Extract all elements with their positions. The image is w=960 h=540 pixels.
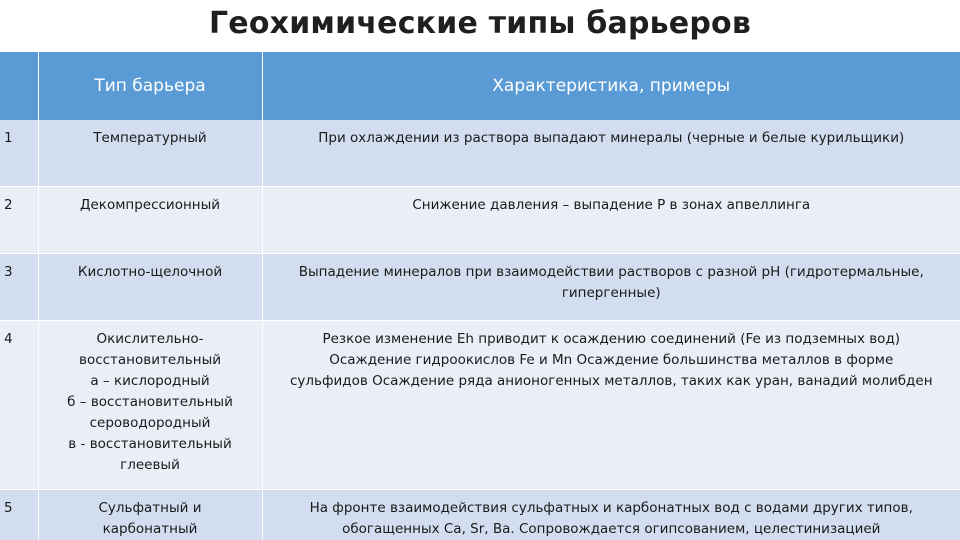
barrier-subtype-line: а – кислородный [90,373,210,389]
characteristic-line: обогащенных Ca, Sr, Ba. Сопровождается огипсованием, целестинизацией [342,521,881,537]
header-characteristics: Характеристика, примеры [262,52,960,120]
slide-title: Геохимические типы барьеров [208,6,752,41]
barrier-subtype-line: в - восстановительный [68,436,232,452]
characteristic-line: При охлаждении из раствора выпадают минералы (черные и белые курильщики) [318,130,905,146]
table-row [0,490,960,540]
barrier-type-cell [38,490,262,540]
row-number: 2 [0,187,38,254]
barrier-type-line: Декомпрессионный [79,197,221,213]
characteristic-line: На фронте взаимодействия сульфатных и карбонатных вод с водами других типов, [309,500,913,516]
barrier-type-cell [38,187,262,254]
barrier-type-line: Окислительно- [96,331,204,347]
barrier-subtype-line: б – восстановительный [67,394,233,410]
barrier-subtype-line: сероводородный [89,415,211,431]
characteristic-cell [262,254,960,321]
characteristic-line: Снижение давления – выпадение Р в зонах апвеллинга [412,197,811,213]
characteristic-line: сульфидов Осаждение ряда анионогенных металлов, таких как уран, ванадий молибден [289,373,933,389]
barrier-table-container [0,52,960,540]
barrier-type-line: Кислотно-щелочной [77,264,223,280]
row-number: 5 [0,490,38,540]
barrier-types-table [0,52,960,540]
barrier-type-cell [38,254,262,321]
header-number [0,52,38,120]
barrier-type-cell [38,120,262,187]
barrier-type-line: Температурный [93,130,207,146]
row-number: 1 [0,120,38,187]
barrier-type-cell [38,321,262,490]
row-number: 3 [0,254,38,321]
characteristic-cell [262,187,960,254]
header-barrier-type: Тип барьера [38,52,262,120]
characteristic-line: Осаждение гидроокислов Fe и Mn Осаждение большинства металлов в форме [329,352,894,368]
table-row [0,321,960,490]
characteristic-cell [262,321,960,490]
characteristic-cell [262,120,960,187]
row-number: 4 [0,321,38,490]
characteristic-line: гипергенные) [561,285,661,301]
barrier-type-line: восстановительный [78,352,222,368]
characteristic-line: Выпадение минералов при взаимодействии растворов с разной рН (гидротермальные, [298,264,924,280]
characteristic-line: Резкое изменение Eh приводит к осаждению соединений (Fe из подземных вод) [322,331,901,347]
barrier-type-line: Сульфатный и [98,500,202,516]
table-header-row [0,52,960,120]
barrier-subtype-line: глеевый [120,457,180,473]
characteristic-cell [262,490,960,540]
table-row [0,120,960,187]
table-row [0,254,960,321]
table-row [0,187,960,254]
barrier-type-line: карбонатный [102,521,198,537]
